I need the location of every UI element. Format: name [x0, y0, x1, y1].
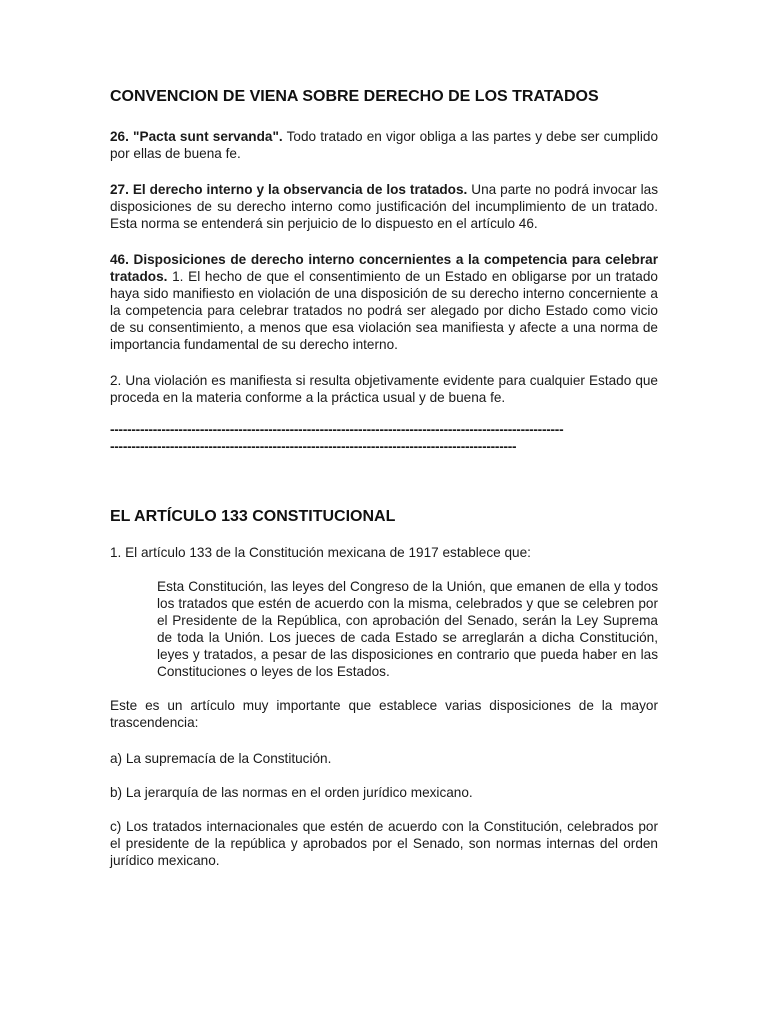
- article-46-paragraph: [110, 251, 658, 353]
- section-title-article-133: EL ARTÍCULO 133 CONSTITUCIONAL: [110, 508, 396, 525]
- lead-paragraph: Este es un artículo muy importante que establece varias disposiciones de la mayor trascendencia:: [110, 698, 658, 730]
- article-46-heading: 46. Disposiciones de derecho interno concernientes a la competencia para celebrar tratados.: [110, 252, 658, 284]
- article-46-text: 1. El hecho de que el consentimiento de un Estado en obligarse por un tratado haya sido manifiesto en violación de una disposición de su derecho interno concerniente a la competencia para celebrar tratados no podrá ser alegado por dicho Estado como vicio de su consentimiento, a menos que esa violación sea manifiesta y afecte a una norma de importancia fundamental de su derecho interno.: [110, 269, 658, 352]
- list-item-a: a) La supremacía de la Constitución.: [110, 751, 332, 766]
- article-46-paragraph-2: 2. Una violación es manifiesta si resulta objetivamente evidente para cualquier Estado que proceda en la materia conforme a la práctica usual y de buena fe.: [110, 373, 658, 405]
- list-item-b: b) La jerarquía de las normas en el orden jurídico mexicano.: [110, 785, 473, 800]
- separator-line-2: -----------------------------------------------------------------------------------------------: [110, 439, 517, 454]
- constitution-quote: Esta Constitución, las leyes del Congreso de la Unión, que emanen de ella y todos los tratados que estén de acuerdo con la misma, celebrados y que se celebren por el Presidente de la República, con aprobación del Senado, serán la Ley Suprema de toda la Unión. Los jueces de cada Estado se arreglarán a dicha Constitución, leyes y tratados, a pesar de las disposiciones en contrario que pueda haber en las Constituciones o leyes de los Estados.: [157, 579, 658, 679]
- article-27-text: Una parte no podrá invocar las disposiciones de su derecho interno como justificación del incumplimiento de un tratado. Esta norma se entenderá sin perjuicio de lo dispuesto en el artículo 46.: [110, 182, 658, 231]
- intro-paragraph: 1. El artículo 133 de la Constitución mexicana de 1917 establece que:: [110, 545, 531, 560]
- document-page: [110, 88, 658, 869]
- separator-line: ----------------------------------------------------------------------------------------------------------: [110, 422, 564, 437]
- article-27-paragraph: [110, 181, 658, 232]
- article-26-paragraph: [110, 128, 658, 162]
- article-26-heading: 26. "Pacta sunt servanda".: [110, 129, 283, 144]
- article-26-text: Todo tratado en vigor obliga a las partes y debe ser cumplido por ellas de buena fe.: [110, 129, 659, 161]
- section-title-vienna-convention: CONVENCION DE VIENA SOBRE DERECHO DE LOS TRATADOS: [110, 88, 599, 105]
- list-item-c: c) Los tratados internacionales que estén de acuerdo con la Constitución, celebrados por el presidente de la república y aprobados por el Senado, son normas internas del orden jurídico mexicano.: [110, 819, 658, 868]
- article-27-heading: 27. El derecho interno y la observancia de los tratados.: [110, 182, 468, 197]
